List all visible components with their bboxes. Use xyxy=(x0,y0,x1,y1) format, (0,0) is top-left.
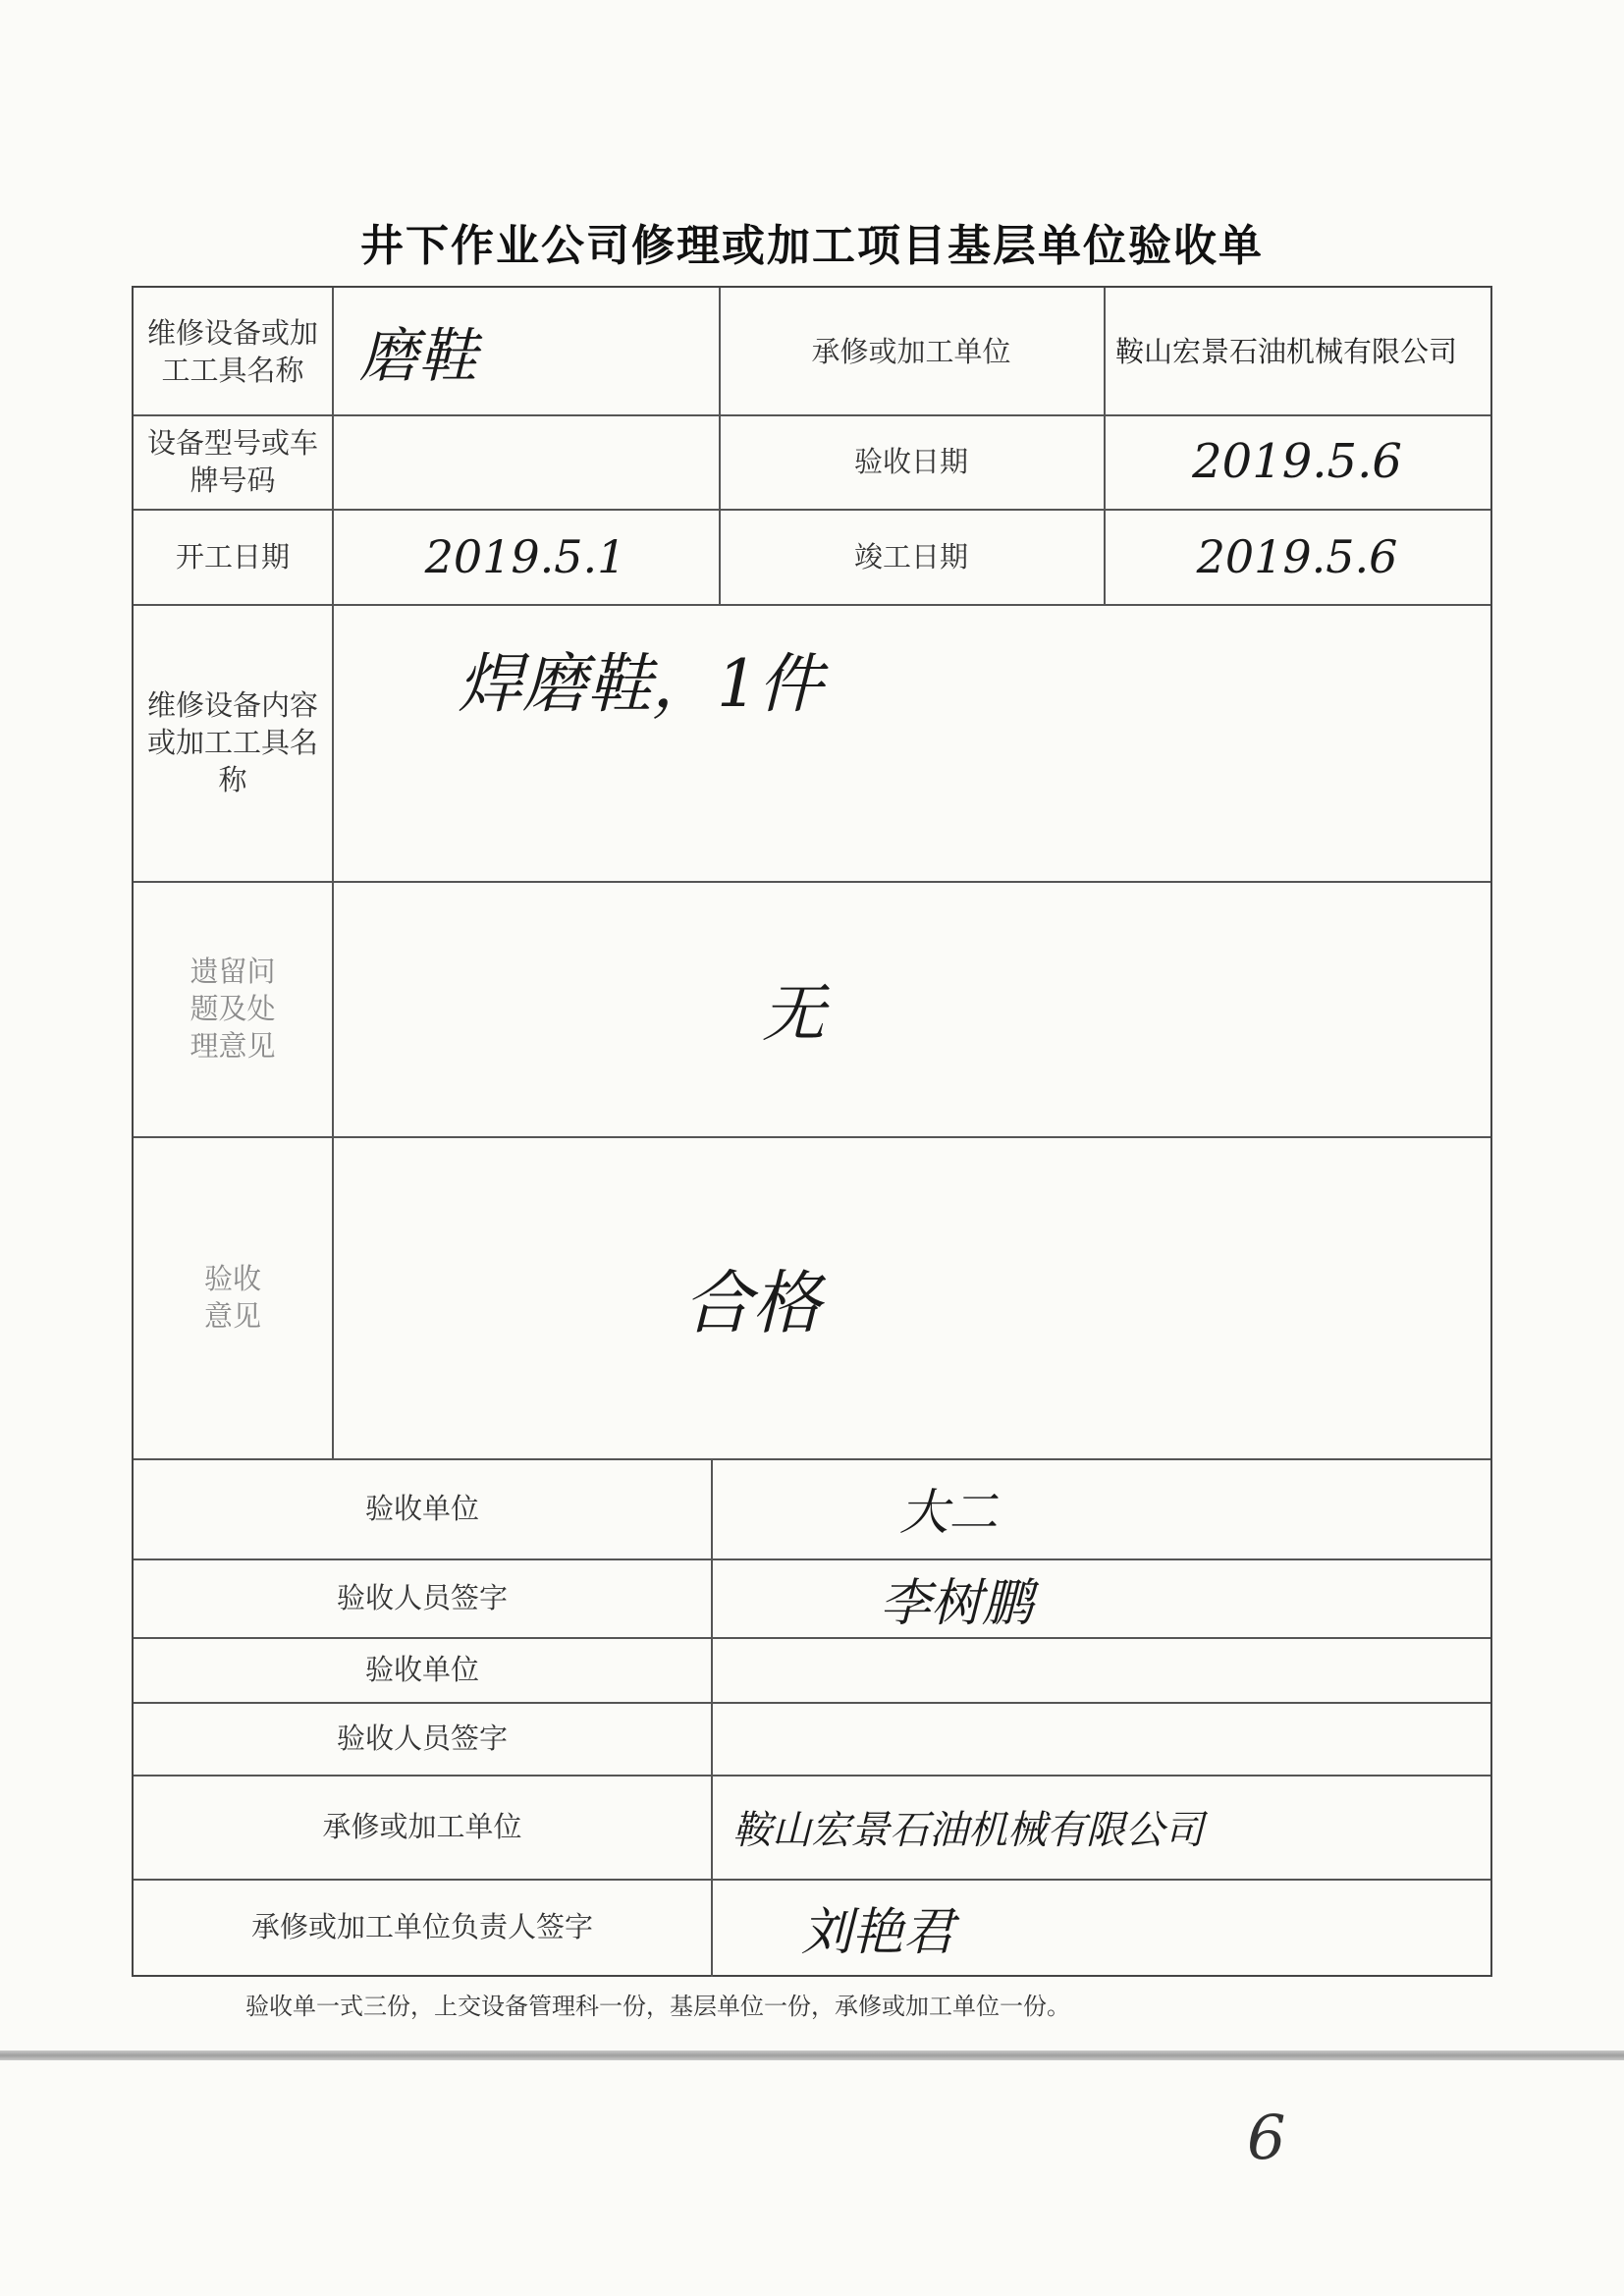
content-value: 焊磨鞋，1件 xyxy=(458,645,823,722)
issues-value: 无 xyxy=(762,978,825,1051)
equipment-name-label: 维修设备或加工工具名称 xyxy=(146,315,318,387)
signature: 李树鹏 xyxy=(880,1573,1034,1633)
start-date-value: 2019.5.1 xyxy=(424,529,626,583)
sign-row-label: 验收单位 xyxy=(364,1653,479,1686)
sign-row-label: 承修或加工单位负责人签字 xyxy=(250,1910,593,1943)
completion-date-label: 竣工日期 xyxy=(853,539,968,574)
acceptance-date-value: 2019.5.6 xyxy=(1192,434,1402,489)
signature: 刘艳君 xyxy=(801,1902,955,1962)
footnote: 验收单一式三份，上交设备管理科一份，基层单位一份，承修或加工单位一份。 xyxy=(245,1993,1070,2020)
opinion-value: 合格 xyxy=(683,1262,821,1343)
scan-artifact-bar xyxy=(0,2050,1624,2060)
opinion-label: 验收意见 xyxy=(203,1262,261,1333)
acceptance-date-label: 验收日期 xyxy=(853,445,968,478)
form-title: 井下作业公司修理或加工项目基层单位验收单 xyxy=(360,221,1264,271)
sign-row-label: 验收单位 xyxy=(364,1492,479,1525)
equipment-name-value: 磨鞋 xyxy=(359,321,477,391)
contractor-stamp-text: 鞍山宏景石油机械有限公司 xyxy=(732,1807,1204,1853)
contractor-label: 承修或加工单位 xyxy=(811,334,1011,368)
sign-row-value xyxy=(711,1637,1490,1702)
issues-label: 遗留问题及处理意见 xyxy=(189,955,276,1063)
model-label: 设备型号或车牌号码 xyxy=(146,426,318,497)
sign-row-label: 验收人员签字 xyxy=(336,1581,508,1614)
content-label: 维修设备内容或加工工具名称 xyxy=(147,688,319,796)
sign-row-label: 承修或加工单位 xyxy=(322,1810,522,1843)
signature xyxy=(711,1702,1490,1775)
contractor-value: 鞍山宏景石油机械有限公司 xyxy=(1115,334,1458,368)
model-value xyxy=(332,414,719,509)
start-date-label: 开工日期 xyxy=(175,539,290,574)
completion-date-value: 2019.5.6 xyxy=(1196,529,1398,583)
page-number: 6 xyxy=(1247,2102,1286,2173)
sign-row-value: 大二 xyxy=(899,1484,998,1541)
acceptance-form xyxy=(132,286,1492,1977)
sign-row-label: 验收人员签字 xyxy=(336,1722,508,1755)
